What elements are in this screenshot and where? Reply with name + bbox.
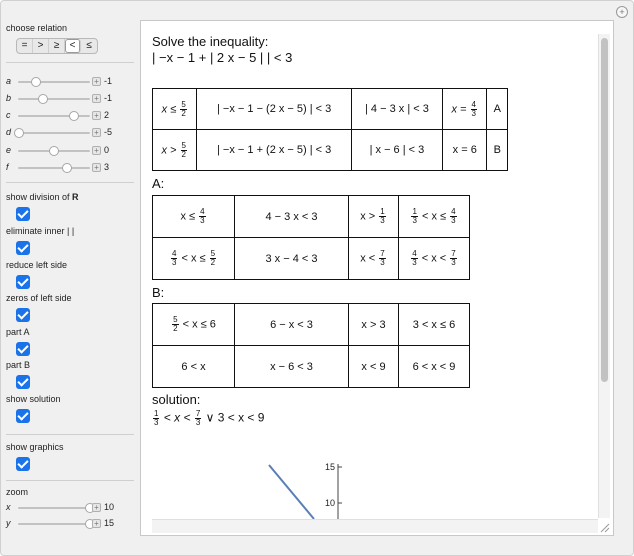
divider: [6, 62, 134, 63]
fraction: [180, 101, 186, 118]
scrollbar-thumb[interactable]: [601, 38, 608, 382]
relation-option-eq[interactable]: =: [17, 39, 33, 53]
slider-d-name: d: [6, 127, 12, 137]
cell-text: 6 < x < 9: [412, 360, 456, 373]
numerator: 1: [412, 207, 417, 216]
slider-d-value: -5: [104, 127, 113, 137]
horizontal-scrollbar[interactable]: [152, 519, 598, 533]
numerator: 7: [380, 249, 385, 258]
expand-icon[interactable]: +: [92, 77, 101, 86]
cell-text: 3 < x ≤ 6: [412, 318, 456, 331]
numerator: 5: [181, 99, 186, 109]
checkbox-label-bold: R: [72, 192, 79, 202]
expand-icon[interactable]: +: [92, 519, 101, 528]
checkbox-reduce-left[interactable]: [16, 275, 30, 289]
slider-knob[interactable]: [62, 163, 72, 173]
output-heading: Solve the inequality:: [152, 34, 269, 49]
divider: [6, 182, 134, 183]
zoom-x-value: 10: [104, 502, 115, 512]
part-b-label: B:: [152, 285, 165, 300]
expand-icon[interactable]: +: [92, 503, 101, 512]
table-row: [153, 346, 470, 388]
checkbox-label-part-a: part A: [6, 327, 30, 337]
tick-label-10: 10: [324, 498, 335, 508]
division-table: [152, 88, 508, 171]
slider-b-name: b: [6, 93, 12, 103]
numerator: 4: [171, 249, 177, 258]
cell-text: < x ≤: [178, 252, 209, 265]
cell: 3 x − 4 < 3: [235, 238, 349, 280]
slider-track[interactable]: [18, 132, 90, 134]
checkbox-label-part-b: part B: [6, 360, 31, 370]
cell-text: < x ≤: [418, 210, 450, 223]
zoom-slider-x[interactable]: [6, 502, 136, 514]
slider-a-value: -1: [104, 76, 113, 86]
relation-selector[interactable]: [16, 38, 98, 54]
expand-icon[interactable]: +: [92, 163, 101, 172]
zero-text: x =: [451, 102, 467, 115]
zoom-y-value: 15: [104, 518, 115, 528]
control-panel: [0, 18, 140, 554]
slider-track[interactable]: [18, 98, 90, 100]
checkbox-label-reduce: reduce left side: [6, 260, 68, 270]
slider-f-name: f: [6, 162, 9, 172]
slider-knob[interactable]: [31, 77, 41, 87]
slider-e[interactable]: [6, 145, 136, 157]
cell-text: < x ≤ 6: [179, 318, 216, 331]
numerator: 4: [471, 99, 476, 109]
zero-cell: x = 6: [443, 130, 487, 171]
denominator: 2: [210, 258, 216, 267]
cell-text: x <: [360, 252, 379, 265]
solution-expression: [152, 410, 264, 427]
cell-text: 6 < x: [181, 360, 206, 373]
cell: [153, 238, 235, 280]
options-icon[interactable]: +: [616, 6, 628, 18]
cell: [349, 196, 399, 238]
solution-text: ∨ 3 < x < 9: [205, 410, 265, 425]
slider-b-value: -1: [104, 93, 113, 103]
inequality-expression: | −x − 1 + | 2 x − 5 | | < 3: [152, 50, 293, 65]
numerator: 5: [210, 249, 216, 258]
cell: [349, 346, 399, 388]
denominator: 3: [412, 258, 417, 267]
cell-text: 6 − x < 3: [270, 318, 313, 331]
denominator: 3: [380, 258, 385, 267]
slider-f-value: 3: [104, 162, 110, 172]
slider-track[interactable]: [18, 523, 90, 525]
cell: [349, 304, 399, 346]
denominator: 3: [451, 216, 456, 225]
cell-text: x >: [360, 210, 379, 223]
condition-cell: [153, 130, 197, 171]
denominator: 2: [173, 324, 178, 333]
cell-text: < x <: [418, 252, 450, 265]
slider-c-name: c: [6, 110, 11, 120]
fraction: [471, 101, 477, 118]
condition-cell: [153, 89, 197, 130]
condition-text: x >: [161, 143, 177, 156]
denominator: 3: [154, 418, 159, 427]
numerator: 7: [195, 409, 201, 418]
checkbox-label-solution: show solution: [6, 394, 61, 404]
fraction: [210, 250, 216, 267]
fraction: [172, 316, 178, 333]
slider-knob[interactable]: [49, 146, 59, 156]
zoom-y-name: y: [6, 518, 11, 528]
graph-area: [152, 440, 598, 519]
reduced-cell: | 4 − 3 x | < 3: [351, 89, 442, 130]
part-a-label: A:: [152, 176, 165, 191]
slider-b[interactable]: [6, 93, 136, 105]
fraction: [379, 250, 385, 267]
slider-d[interactable]: [6, 127, 136, 139]
fraction: [195, 410, 201, 427]
expression-cell: | −x − 1 − (2 x − 5) | < 3: [197, 89, 351, 130]
slider-f[interactable]: [6, 162, 136, 174]
zoom-slider-y[interactable]: [6, 518, 136, 530]
solution-text: < x <: [163, 410, 191, 425]
cell: [153, 304, 235, 346]
table-row: [153, 130, 508, 171]
denominator: 3: [451, 258, 456, 267]
table-row: [153, 196, 470, 238]
slider-track[interactable]: [18, 167, 90, 169]
checkbox-label-eliminate: eliminate inner | |: [6, 226, 75, 236]
cell: [235, 304, 349, 346]
table-row: [153, 238, 470, 280]
fraction: [411, 250, 417, 267]
expand-icon[interactable]: +: [92, 146, 101, 155]
checkbox-part-a[interactable]: [16, 342, 30, 356]
fraction: [181, 142, 187, 159]
denominator: 2: [181, 149, 186, 159]
relation-option-le[interactable]: ≤: [86, 40, 92, 51]
slider-track[interactable]: [18, 115, 90, 117]
denominator: 3: [471, 108, 476, 118]
numerator: 1: [380, 207, 385, 216]
expand-icon[interactable]: +: [92, 128, 101, 137]
fraction: [171, 250, 177, 267]
cell: [349, 238, 399, 280]
slider-c[interactable]: [6, 110, 136, 122]
cell: [153, 346, 235, 388]
zoom-x-name: x: [6, 502, 11, 512]
denominator: 2: [181, 108, 186, 118]
reduced-cell: | x − 6 | < 3: [351, 130, 442, 171]
checkbox-label-division: [6, 192, 79, 202]
numerator: 4: [200, 207, 205, 216]
cell: [235, 346, 349, 388]
relation-option-lt[interactable]: <: [65, 39, 81, 53]
solution-label: solution:: [152, 392, 201, 407]
expand-icon[interactable]: +: [92, 94, 101, 103]
slider-e-name: e: [6, 145, 12, 155]
part-cell: B: [487, 130, 508, 171]
slider-knob[interactable]: [38, 94, 48, 104]
cell-text: x − 6 < 3: [270, 360, 313, 373]
fraction: [153, 410, 159, 427]
cell: [399, 196, 470, 238]
fraction: [199, 208, 205, 225]
checkbox-show-division[interactable]: [16, 207, 30, 221]
denominator: 3: [200, 216, 205, 225]
slider-a[interactable]: [6, 76, 136, 88]
cell: [399, 238, 470, 280]
cell: [399, 346, 470, 388]
cell-text: x > 3: [361, 318, 386, 331]
part-b-table: [152, 303, 470, 388]
denominator: 3: [412, 216, 417, 225]
slider-track[interactable]: [18, 150, 90, 152]
slider-c-value: 2: [104, 110, 110, 120]
slider-track[interactable]: [18, 81, 90, 83]
checkbox-part-b[interactable]: [16, 375, 30, 389]
fraction: [450, 250, 456, 267]
numerator: 1: [154, 409, 159, 418]
denominator: 3: [195, 418, 201, 427]
checkbox-show-solution[interactable]: [16, 409, 30, 423]
numerator: 7: [451, 249, 456, 258]
slider-a-name: a: [6, 76, 12, 86]
cell: 4 − 3 x < 3: [235, 196, 349, 238]
relation-option-ge[interactable]: ≥: [49, 39, 65, 53]
condition-text: x ≤: [161, 102, 177, 115]
denominator: 3: [171, 258, 177, 267]
checkbox-label-zeros: zeros of left side: [6, 293, 72, 303]
cell: [399, 304, 470, 346]
fraction: [411, 208, 417, 225]
fraction: [379, 208, 385, 225]
checkbox-zeros-left[interactable]: [16, 308, 30, 322]
divider: [6, 434, 134, 435]
checkbox-eliminate-inner[interactable]: [16, 241, 30, 255]
resize-grip-icon[interactable]: [598, 521, 610, 533]
expand-icon[interactable]: +: [92, 111, 101, 120]
graph-line: [269, 465, 314, 519]
slider-knob[interactable]: [69, 111, 79, 121]
fraction: [450, 208, 456, 225]
slider-e-value: 0: [104, 145, 110, 155]
tick-label-15: 15: [324, 462, 335, 472]
relation-option-gt[interactable]: >: [33, 39, 49, 53]
slider-track[interactable]: [18, 507, 90, 509]
table-row: [153, 304, 470, 346]
part-a-table: [152, 195, 470, 280]
numerator: 5: [181, 140, 186, 150]
denominator: 3: [380, 216, 385, 225]
checkbox-show-graphics[interactable]: [16, 457, 30, 471]
slider-knob[interactable]: [14, 128, 24, 138]
zoom-label: zoom: [6, 487, 29, 497]
zero-cell: [443, 89, 487, 130]
expression-cell: | −x − 1 + (2 x − 5) | < 3: [197, 130, 351, 171]
checkbox-label-text: show division of: [6, 192, 73, 202]
relation-label: choose relation: [6, 23, 68, 33]
cell-text: x ≤: [180, 210, 199, 223]
numerator: 4: [451, 207, 456, 216]
table-row: [153, 89, 508, 130]
show-graphics-label: show graphics: [6, 442, 64, 452]
numerator: 4: [412, 249, 417, 258]
numerator: 5: [173, 315, 178, 324]
cell: [153, 196, 235, 238]
cell-text: x < 9: [361, 360, 386, 373]
part-cell: A: [487, 89, 508, 130]
divider: [6, 480, 134, 481]
